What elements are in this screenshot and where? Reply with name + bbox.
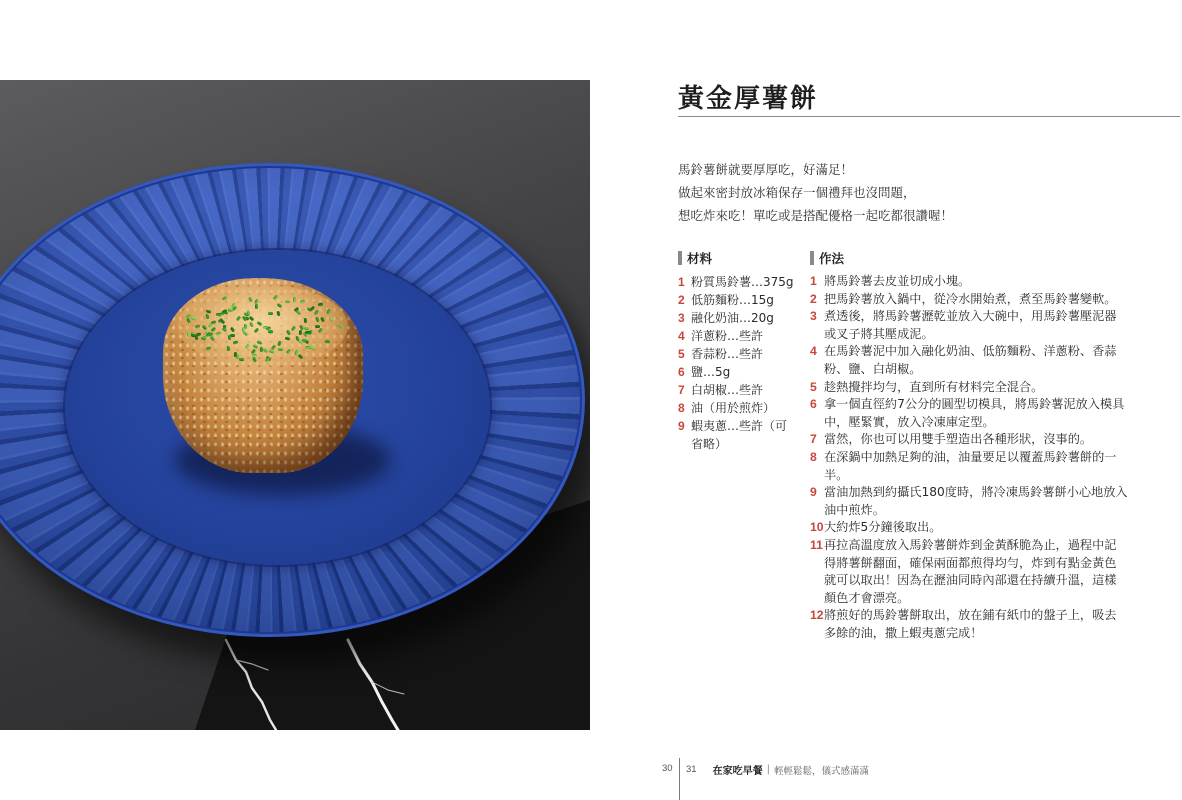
step-text — [824, 519, 941, 537]
chive-piece — [292, 297, 295, 302]
step-number: 4 — [810, 344, 817, 359]
step-item — [810, 396, 1140, 431]
ingredient-number: 1 — [678, 275, 685, 289]
ingredient-text-line: 融化奶油…20g — [691, 311, 774, 325]
chive-piece — [320, 317, 325, 323]
step-text — [824, 396, 1124, 431]
chive-piece — [254, 328, 260, 334]
step-item — [810, 519, 1140, 537]
recipe-intro — [678, 158, 953, 227]
ingredient-text-line: 蝦夷蔥…些許（可 — [691, 419, 788, 433]
ingredient-item — [678, 327, 806, 345]
chive-piece — [239, 357, 244, 360]
ingredient-number: 4 — [678, 329, 685, 343]
recipe-photo — [0, 80, 590, 730]
chive-piece — [295, 336, 299, 342]
step-text-line: 趁熱攪拌均勻，直到所有材料完全混合。 — [824, 379, 1044, 394]
chive-piece — [230, 326, 235, 332]
chive-piece — [256, 321, 262, 326]
ingredient-text — [691, 417, 787, 453]
ingredients-heading-label: 材料 — [687, 251, 713, 266]
ingredient-number: 9 — [678, 419, 685, 433]
heading-marker — [810, 251, 814, 265]
step-number: 7 — [810, 432, 817, 447]
chive-piece — [216, 313, 221, 316]
ingredient-text-line: 香蒜粉…些許 — [691, 347, 764, 361]
page-divider — [679, 758, 680, 800]
method-heading — [810, 250, 844, 266]
chive-topping — [178, 285, 348, 367]
page-number-right: 31 — [686, 764, 697, 775]
chive-piece — [291, 325, 296, 331]
step-text-line: 多餘的油，撒上蝦夷蔥完成！ — [824, 625, 983, 640]
ingredient-text — [691, 291, 774, 309]
chive-piece — [284, 299, 289, 303]
step-text-line: 粉、鹽、白胡椒。 — [824, 361, 922, 376]
step-text-line: 把馬鈴薯放入鍋中，從冷水開始煮，煮至馬鈴薯變軟。 — [824, 291, 1117, 306]
step-number: 8 — [810, 449, 817, 464]
chive-piece — [202, 325, 208, 331]
ingredient-text — [691, 309, 774, 327]
chive-piece — [310, 305, 316, 311]
chive-piece — [191, 316, 197, 321]
chive-piece — [299, 300, 305, 304]
ingredient-number: 5 — [678, 347, 685, 361]
step-number: 3 — [810, 309, 817, 324]
chive-piece — [216, 332, 222, 336]
chive-piece — [318, 302, 323, 306]
step-text-line: 當油加熱到約攝氏180度時，將冷凍馬鈴薯餅小心地放入 — [824, 485, 1128, 500]
method-steps-list — [810, 273, 1140, 642]
ingredients-heading — [678, 250, 712, 266]
step-text-line: 再拉高溫度放入馬鈴薯餅炸到金黃酥脆為止，過程中記 — [824, 537, 1117, 552]
step-text — [824, 291, 1117, 309]
step-text — [824, 308, 1117, 343]
step-text-line: 在深鍋中加熱足夠的油，油量要足以覆蓋馬鈴薯餅的一 — [824, 449, 1117, 464]
step-item — [810, 379, 1140, 397]
chive-piece — [278, 341, 282, 347]
chapter-tagline: 輕輕鬆鬆，儀式感滿滿 — [773, 765, 869, 777]
step-text-line: 在馬鈴薯泥中加入融化奶油、低筋麵粉、洋蔥粉、香蒜 — [824, 344, 1117, 359]
ingredient-text-line: 洋蔥粉…些許 — [691, 329, 764, 343]
ingredient-number: 3 — [678, 311, 685, 325]
ingredient-text — [691, 273, 794, 291]
chive-piece — [304, 331, 309, 334]
chive-piece — [325, 339, 331, 343]
intro-line: 做起來密封放冰箱保存一個禮拜也沒問題， — [678, 185, 916, 200]
chive-piece — [206, 314, 211, 320]
chive-piece — [221, 296, 227, 301]
step-text — [824, 484, 1128, 519]
step-text — [824, 537, 1117, 607]
step-number: 10 — [810, 520, 824, 535]
chive-piece — [326, 309, 331, 315]
ingredient-item — [678, 273, 806, 291]
ingredient-text-line: 鹽…5g — [691, 365, 731, 379]
chive-piece — [337, 324, 343, 330]
step-item — [810, 291, 1140, 309]
step-item — [810, 449, 1140, 484]
ingredient-item — [678, 417, 806, 453]
chive-piece — [226, 346, 230, 351]
chive-piece — [233, 340, 239, 344]
chive-piece — [245, 343, 250, 349]
step-number: 12 — [810, 608, 824, 623]
chive-piece — [286, 329, 291, 335]
ingredients-list — [678, 273, 806, 453]
step-text-line: 煮透後，將馬鈴薯瀝乾並放入大碗中，用馬鈴薯壓泥器 — [824, 309, 1117, 324]
step-text — [824, 431, 1092, 449]
step-item — [810, 343, 1140, 378]
step-text-line: 顏色才會漂亮。 — [824, 590, 910, 605]
chive-piece — [210, 336, 216, 342]
step-text — [824, 449, 1117, 484]
ingredient-text-line: 油（用於煎炸） — [691, 401, 776, 415]
chive-piece — [284, 336, 290, 340]
method-heading-label: 作法 — [819, 251, 845, 266]
step-text-line: 拿一個直徑約7公分的圓型切模具，將馬鈴薯泥放入模具 — [824, 397, 1125, 412]
step-number: 1 — [810, 274, 817, 288]
heading-marker — [678, 251, 682, 265]
step-text-line: 或叉子將其壓成泥。 — [824, 326, 934, 341]
chive-piece — [255, 304, 258, 309]
chive-piece — [298, 329, 301, 334]
chive-piece — [243, 330, 249, 336]
step-number: 11 — [810, 537, 823, 552]
chive-piece — [318, 328, 323, 334]
page-number-left: 30 — [662, 763, 673, 774]
step-text-line: 當然，你也可以用雙手塑造出各種形狀，沒事的。 — [824, 432, 1093, 447]
chive-piece — [269, 349, 275, 354]
chive-piece — [314, 310, 319, 316]
step-number: 9 — [810, 485, 817, 500]
ingredient-number: 2 — [678, 293, 685, 307]
chive-piece — [257, 340, 263, 345]
step-text — [824, 343, 1117, 378]
ingredient-text — [691, 327, 763, 345]
chive-piece — [272, 295, 278, 301]
step-text — [824, 273, 970, 291]
intro-line: 馬鈴薯餅就要厚厚吃，好滿足！ — [678, 162, 854, 177]
step-item — [810, 537, 1140, 607]
chive-piece — [277, 310, 281, 316]
step-text — [824, 379, 1043, 397]
chive-piece — [220, 319, 226, 325]
chive-piece — [265, 357, 271, 363]
step-number: 5 — [810, 379, 817, 394]
ingredient-item — [678, 309, 806, 327]
ingredient-number: 7 — [678, 383, 685, 397]
chive-piece — [276, 302, 282, 307]
running-footer — [686, 762, 869, 777]
step-item — [810, 484, 1140, 519]
step-item — [810, 607, 1140, 642]
chive-piece — [303, 326, 308, 330]
chive-piece — [249, 321, 254, 327]
ingredient-item — [678, 345, 806, 363]
step-text-line: 半。 — [824, 467, 849, 482]
step-number: 2 — [810, 291, 817, 306]
chive-piece — [278, 348, 283, 351]
ingredient-text-line: 省略） — [691, 437, 728, 451]
ingredient-text-line: 白胡椒…些許 — [691, 383, 764, 397]
ingredient-text — [691, 381, 763, 399]
step-text-line: 將煎好的馬鈴薯餅取出，放在鋪有紙巾的盤子上，吸去 — [824, 608, 1117, 623]
chive-piece — [304, 318, 307, 323]
ingredient-item — [678, 399, 806, 417]
chive-piece — [315, 325, 320, 328]
chive-piece — [297, 353, 303, 359]
chive-piece — [253, 357, 258, 363]
title-rule — [678, 116, 1180, 117]
chive-piece — [263, 348, 269, 353]
chive-piece — [201, 336, 207, 340]
ingredient-text — [691, 399, 775, 417]
ingredient-number: 6 — [678, 365, 685, 379]
ingredient-text-line: 低筋麵粉…15g — [691, 293, 774, 307]
ingredient-text-line: 粉質馬鈴薯…375g — [691, 275, 794, 289]
step-number: 6 — [810, 397, 817, 412]
chive-piece — [206, 347, 212, 351]
step-item — [810, 273, 1140, 291]
ingredient-text — [691, 363, 730, 381]
step-text — [824, 607, 1117, 642]
step-text-line: 中，壓緊實，放入冷凍庫定型。 — [824, 414, 995, 429]
chive-piece — [222, 327, 228, 333]
chive-piece — [286, 349, 292, 355]
ingredient-number: 8 — [678, 401, 685, 415]
step-text-line: 就可以取出！因為在瀝油同時內部還在持續升溫，這樣 — [824, 573, 1117, 588]
ingredient-item — [678, 291, 806, 309]
step-text-line: 得將薯餅翻面，確保兩面都煎得均勻，炸到有點金黃色 — [824, 555, 1117, 570]
footer-separator: | — [766, 764, 770, 775]
chive-piece — [268, 312, 273, 315]
chive-piece — [315, 317, 320, 323]
chive-piece — [248, 296, 253, 302]
ingredient-text — [691, 345, 763, 363]
chive-piece — [195, 324, 201, 328]
ingredient-item — [678, 363, 806, 381]
step-text-line: 油中煎炸。 — [824, 502, 885, 517]
step-item — [810, 308, 1140, 343]
ingredient-item — [678, 381, 806, 399]
chapter-title: 在家吃早餐 — [712, 766, 763, 777]
chive-piece — [305, 346, 310, 350]
chive-piece — [328, 317, 334, 323]
chive-piece — [236, 316, 241, 322]
step-text-line: 大約炸5分鐘後取出。 — [824, 520, 942, 535]
chive-piece — [260, 347, 263, 352]
intro-line: 想吃炸來吃！單吃或是搭配優格一起吃都很讚喔！ — [678, 208, 954, 223]
step-text-line: 將馬鈴薯去皮並切成小塊。 — [824, 274, 971, 288]
step-item — [810, 431, 1140, 449]
recipe-title: 黃金厚薯餅 — [678, 84, 819, 114]
